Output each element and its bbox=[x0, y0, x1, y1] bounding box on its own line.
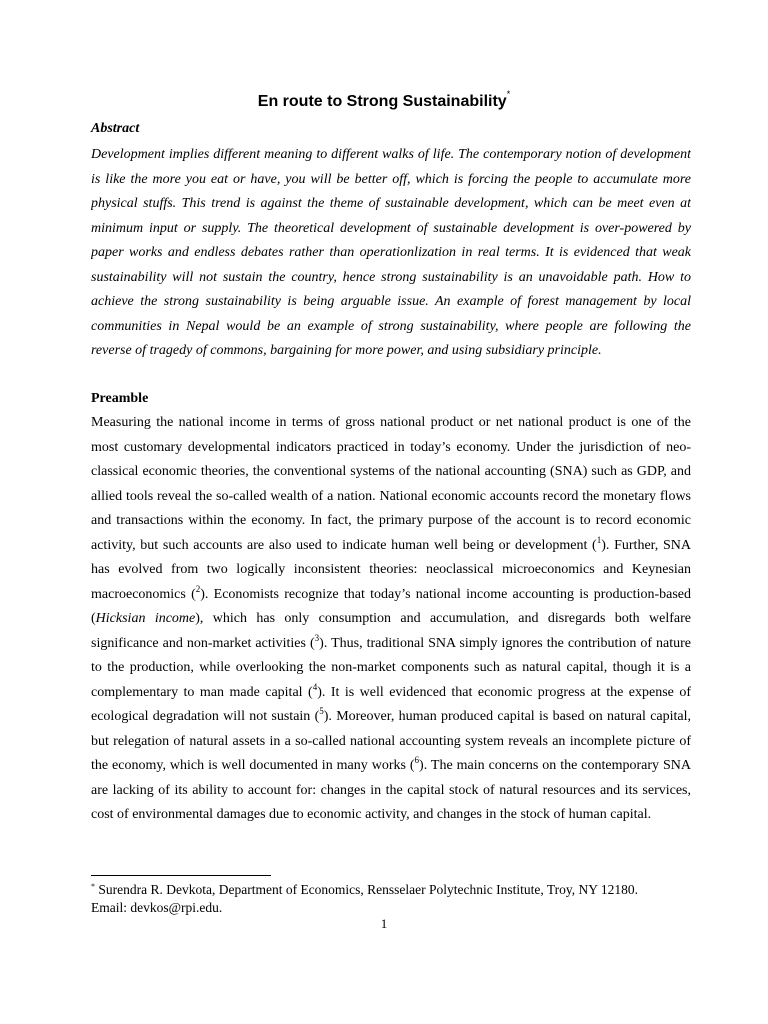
footnote-author-text: Surendra R. Devkota, Department of Economics, Rensselaer Polytechnic Institute, Troy, NY 12180. bbox=[95, 882, 639, 897]
hicksian-income-term: Hicksian income bbox=[95, 611, 196, 626]
footnote bbox=[91, 881, 711, 917]
line-text: ecological degradation will not sustain ( bbox=[91, 709, 320, 724]
preamble-line bbox=[91, 583, 691, 608]
line-text: allied tools reveal the so-called wealth of a nation. National economic accounts record the monetary flows bbox=[91, 488, 691, 504]
title-footnote-marker: * bbox=[506, 89, 511, 99]
line-text: macroeconomics ( bbox=[91, 586, 196, 602]
abstract-line: minimum input or supply. The theoretical development of sustainable development is over-powered by bbox=[91, 220, 691, 236]
preamble-line bbox=[91, 705, 691, 730]
footnote-email: Email: devkos@rpi.edu. bbox=[91, 900, 223, 915]
line-text: and transactions within the economy. In fact, the primary purpose of the account is to record economic bbox=[91, 513, 691, 528]
preamble-line bbox=[91, 632, 691, 657]
line-text: has evolved from two logically inconsistent theories: neoclassical microeconomics and Keynesian bbox=[91, 562, 691, 577]
line-text: ), which has only consumption and accumulation, and disregards both welfare bbox=[195, 611, 691, 626]
footnote-line-1 bbox=[91, 881, 711, 899]
line-text: most customary developmental indicators practiced in today’s economy. Under the jurisdiction of neo- bbox=[91, 439, 691, 455]
line-text: but relegation of natural assets in a so-called national accounting system reveals an incomplete picture of bbox=[91, 733, 691, 749]
preamble-line bbox=[91, 411, 691, 436]
citation-marker: 1 bbox=[596, 534, 602, 545]
preamble-line bbox=[91, 607, 691, 632]
preamble-line bbox=[91, 460, 691, 485]
abstract-line: Development implies different meaning to different walks of life. The contemporary notion of development bbox=[91, 147, 691, 162]
line-text: the economy, which is well documented in many works ( bbox=[91, 758, 415, 773]
abstract-body bbox=[91, 143, 691, 364]
abstract-line: is like the more you eat or have, you will be better off, which is forcing the people to accumulate more bbox=[91, 171, 691, 187]
line-text: ). It is well evidenced that economic progress at the expense of bbox=[317, 684, 691, 700]
line-text: cost of environmental damages due to economic activity, and changes in the stock of human capital. bbox=[91, 807, 652, 822]
line-text: to the production, while overlooking the non-market components such as natural capital, though it is a bbox=[91, 660, 691, 675]
footnote-separator bbox=[91, 875, 271, 876]
document-title bbox=[0, 90, 768, 114]
abstract-line: physical stuffs. This trend is against the theme of sustainable development, which can be meet even at bbox=[91, 196, 691, 211]
line-text: ). Thus, traditional SNA simply ignores the contribution of nature bbox=[319, 635, 691, 651]
preamble-line bbox=[91, 558, 691, 583]
preamble-line bbox=[91, 509, 691, 534]
abstract-line: paper works and endless debates rather than operationlization in real terms. It is evidenced that weak bbox=[91, 245, 691, 260]
line-text: ). The main concerns on the contemporary SNA bbox=[419, 758, 691, 773]
line-text: ). Moreover, human produced capital is based on natural capital, bbox=[323, 709, 691, 724]
line-text: activity, but such accounts are also used to indicate human well being or development ( bbox=[91, 537, 597, 553]
citation-marker: 6 bbox=[414, 755, 420, 765]
line-text: ). Economists recognize that today’s national income accounting is production-based bbox=[200, 586, 691, 602]
preamble-line bbox=[91, 485, 691, 510]
preamble-line bbox=[91, 534, 691, 559]
abstract-line: reverse of tragedy of commons, bargaining for more power, and using subsidiary principle. bbox=[91, 343, 602, 358]
abstract-heading: Abstract bbox=[91, 121, 140, 136]
abstract-line: sustainability will not sustain the country, hence strong sustainability is an unavoidable path. How to bbox=[91, 269, 691, 285]
citation-marker: 5 bbox=[319, 706, 324, 716]
citation-marker: 2 bbox=[195, 583, 201, 594]
preamble-heading: Preamble bbox=[91, 391, 149, 406]
preamble-line bbox=[91, 730, 691, 755]
line-text: are lacking of its ability to account for: changes in the capital stock of natural resources and its services, bbox=[91, 782, 691, 798]
preamble-line bbox=[91, 803, 691, 828]
line-text: significance and non-market activities ( bbox=[91, 635, 315, 651]
abstract-line: achieve the strong sustainability is being arguable issue. An example of forest management by local bbox=[91, 294, 691, 309]
preamble-body bbox=[91, 411, 691, 828]
line-text: ( bbox=[91, 611, 96, 626]
citation-marker: 4 bbox=[312, 681, 318, 692]
line-text: complementary to man made capital ( bbox=[91, 684, 313, 700]
page-number: 1 bbox=[380, 916, 388, 931]
preamble-line bbox=[91, 681, 691, 706]
abstract-line: communities in Nepal would be an example of strong sustainability, where people are following the bbox=[91, 318, 691, 334]
citation-marker: 3 bbox=[314, 632, 320, 643]
title-text: En route to Strong Sustainability bbox=[257, 93, 507, 110]
preamble-line bbox=[91, 754, 691, 779]
footnote-marker: * bbox=[91, 882, 95, 891]
line-text: Measuring the national income in terms of gross national product or net national product is one of the bbox=[91, 415, 691, 430]
preamble-line bbox=[91, 436, 691, 461]
line-text: classical economic theories, the conventional systems of the national accounting (SNA) such as GDP, and bbox=[91, 464, 691, 479]
preamble-line bbox=[91, 656, 691, 681]
preamble-line bbox=[91, 779, 691, 804]
line-text: ). Further, SNA bbox=[601, 537, 691, 553]
